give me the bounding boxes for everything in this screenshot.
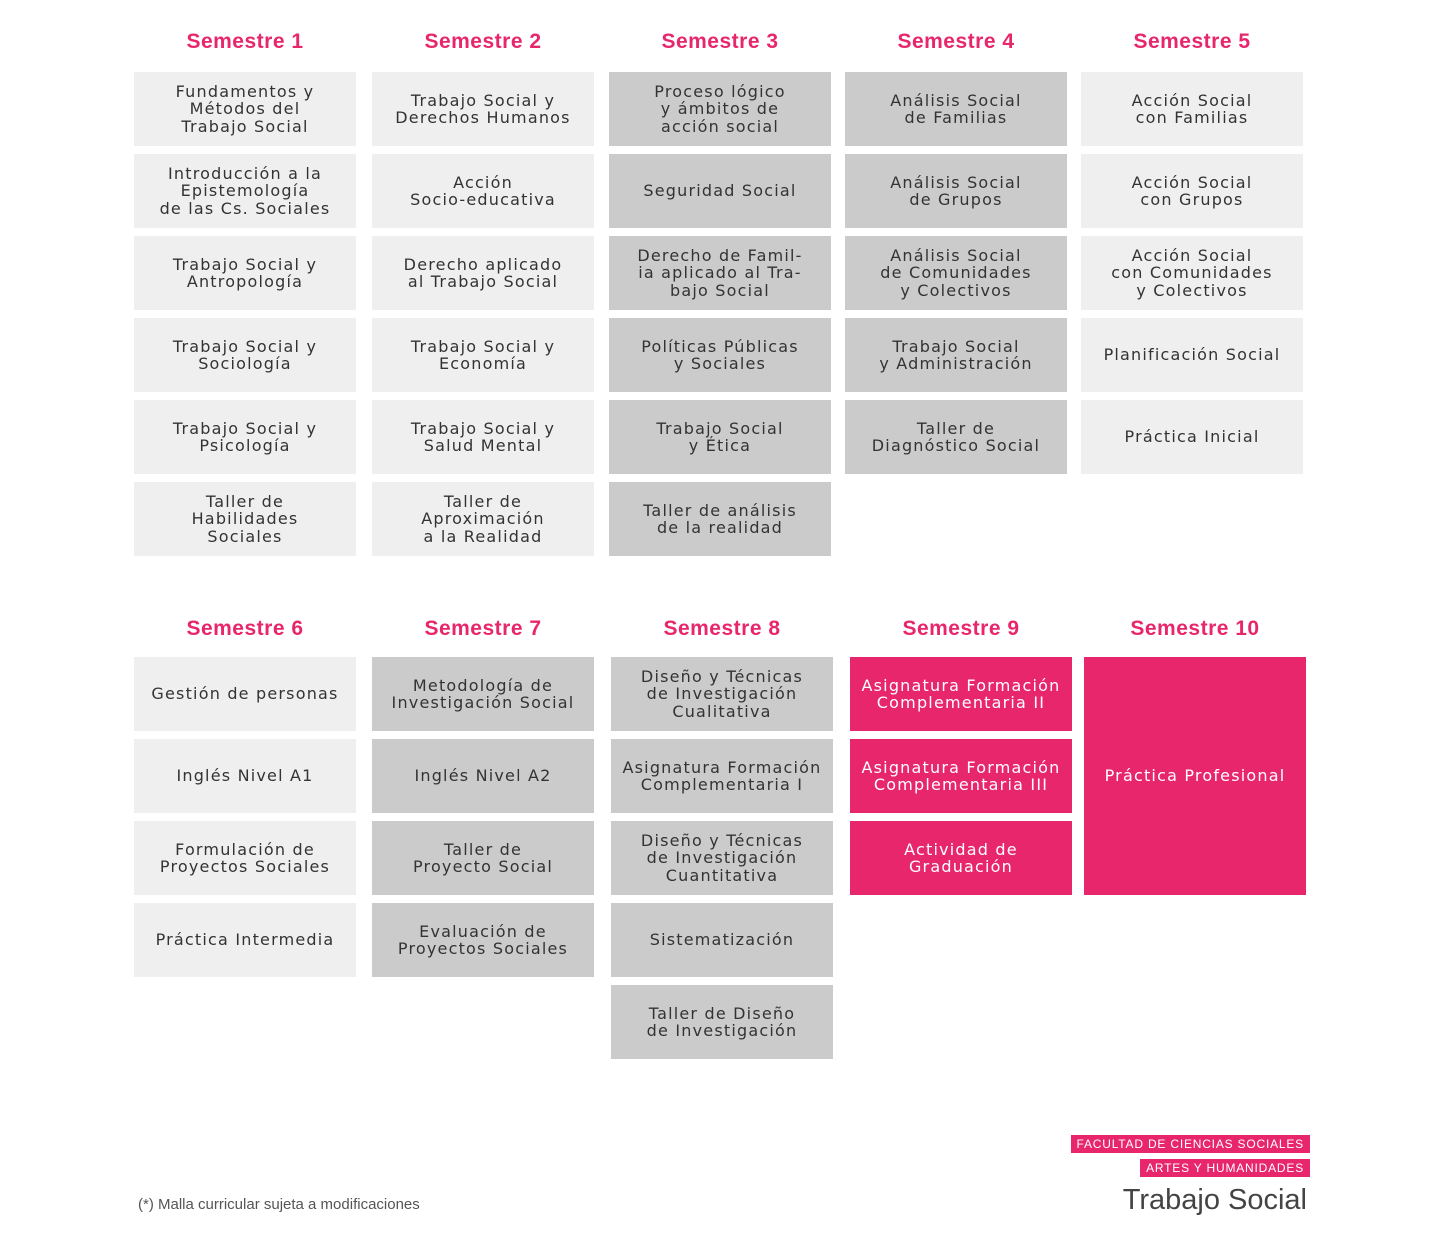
faculty-tag-line2: ARTES Y HUMANIDADES	[1140, 1159, 1310, 1177]
course-card: Práctica Profesional	[1084, 657, 1306, 895]
course-card: Evaluación de Proyectos Sociales	[372, 903, 594, 977]
course-card: Metodología de Investigación Social	[372, 657, 594, 731]
course-card: Derecho aplicado al Trabajo Social	[372, 236, 594, 310]
semester-title: Semestre 3	[661, 30, 779, 53]
course-card: Asignatura Formación Complementaria II	[850, 657, 1072, 731]
course-card: Taller de análisis de la realidad	[609, 482, 831, 556]
course-card: Taller de Diagnóstico Social	[845, 400, 1067, 474]
course-card: Acción Social con Familias	[1081, 72, 1303, 146]
semester-title: Semestre 5	[1133, 30, 1251, 53]
course-card: Taller de Habilidades Sociales	[134, 482, 356, 556]
course-card: Taller de Proyecto Social	[372, 821, 594, 895]
semester-title: Semestre 1	[186, 30, 304, 53]
course-card: Inglés Nivel A2	[372, 739, 594, 813]
course-card: Trabajo Social y Salud Mental	[372, 400, 594, 474]
course-card: Políticas Públicas y Sociales	[609, 318, 831, 392]
course-card: Trabajo Social y Sociología	[134, 318, 356, 392]
semester-title: Semestre 2	[424, 30, 542, 53]
faculty-tag-line1: FACULTAD DE CIENCIAS SOCIALES	[1071, 1135, 1310, 1153]
semester-title: Semestre 8	[663, 617, 781, 640]
footnote: (*) Malla curricular sujeta a modificaciones	[138, 1196, 420, 1213]
course-card: Gestión de personas	[134, 657, 356, 731]
course-card: Trabajo Social y Ética	[609, 400, 831, 474]
course-card: Derecho de Famil- ia aplicado al Tra- bajo Social	[609, 236, 831, 310]
course-card: Análisis Social de Familias	[845, 72, 1067, 146]
course-card: Acción Social con Grupos	[1081, 154, 1303, 228]
course-card: Planificación Social	[1081, 318, 1303, 392]
semester-title: Semestre 6	[186, 617, 304, 640]
course-card: Trabajo Social y Antropología	[134, 236, 356, 310]
course-card: Introducción a la Epistemología de las Cs. Sociales	[134, 154, 356, 228]
course-card: Práctica Inicial	[1081, 400, 1303, 474]
course-card: Fundamentos y Métodos del Trabajo Social	[134, 72, 356, 146]
semester-title: Semestre 4	[897, 30, 1015, 53]
course-card: Trabajo Social y Economía	[372, 318, 594, 392]
course-card: Seguridad Social	[609, 154, 831, 228]
course-card: Actividad de Graduación	[850, 821, 1072, 895]
course-card: Asignatura Formación Complementaria III	[850, 739, 1072, 813]
course-card: Acción Social con Comunidades y Colectivos	[1081, 236, 1303, 310]
semester-title: Semestre 7	[424, 617, 542, 640]
course-card: Taller de Diseño de Investigación	[611, 985, 833, 1059]
course-card: Trabajo Social y Administración	[845, 318, 1067, 392]
course-card: Sistematización	[611, 903, 833, 977]
course-card: Diseño y Técnicas de Investigación Cuantitativa	[611, 821, 833, 895]
semester-title: Semestre 9	[902, 617, 1020, 640]
course-card: Acción Socio-educativa	[372, 154, 594, 228]
course-card: Trabajo Social y Psicología	[134, 400, 356, 474]
course-card: Diseño y Técnicas de Investigación Cualitativa	[611, 657, 833, 731]
semester-title: Semestre 10	[1130, 617, 1260, 640]
course-card: Asignatura Formación Complementaria I	[611, 739, 833, 813]
program-brand: Trabajo Social	[1122, 1184, 1307, 1216]
course-card: Taller de Aproximación a la Realidad	[372, 482, 594, 556]
course-card: Práctica Intermedia	[134, 903, 356, 977]
course-card: Análisis Social de Comunidades y Colectivos	[845, 236, 1067, 310]
course-card: Inglés Nivel A1	[134, 739, 356, 813]
course-card: Proceso lógico y ámbitos de acción social	[609, 72, 831, 146]
course-card: Trabajo Social y Derechos Humanos	[372, 72, 594, 146]
course-card: Formulación de Proyectos Sociales	[134, 821, 356, 895]
course-card: Análisis Social de Grupos	[845, 154, 1067, 228]
